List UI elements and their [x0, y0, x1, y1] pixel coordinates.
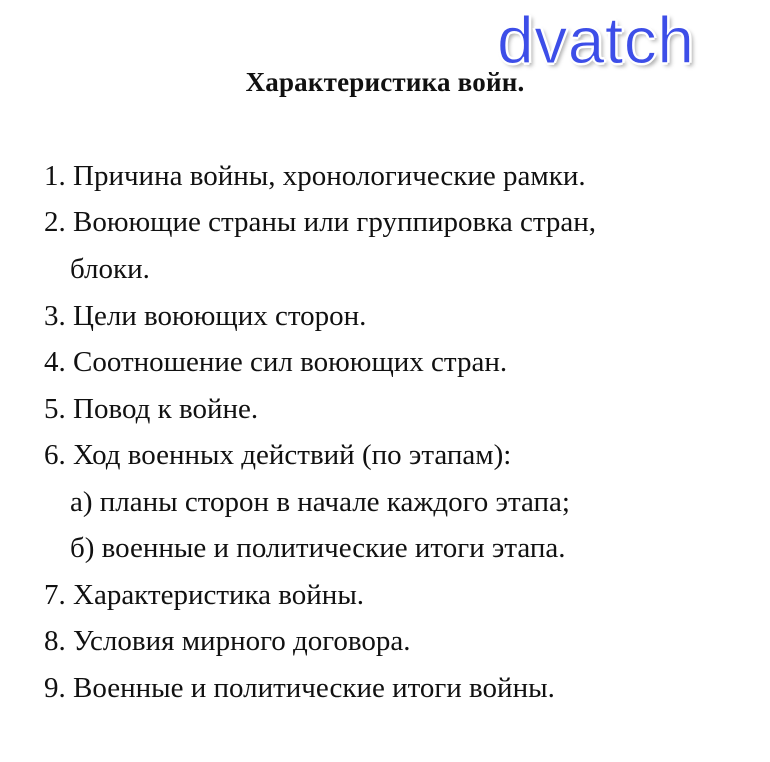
list-item-text: Воюющие страны или группировка стран, — [73, 206, 597, 238]
list-item-number: 9. — [44, 672, 66, 704]
list-item-text: Повод к войне. — [73, 393, 259, 425]
list-item-6 — [44, 437, 511, 473]
list-item-text: Ход военных действий (по этапам): — [73, 439, 512, 471]
list-item-number: 6. — [44, 439, 66, 471]
list-item-8 — [44, 623, 411, 659]
list-item-number: 7. — [44, 579, 66, 611]
list-item-5 — [44, 391, 258, 427]
list-item-number: 4. — [44, 346, 66, 378]
list-item-number: 1. — [44, 160, 66, 192]
list-item-text: Условия мирного договора. — [73, 625, 411, 657]
list-item-number: 3. — [44, 300, 66, 332]
list-item-2 — [44, 204, 596, 240]
list-item-text: Цели воюющих сторон. — [73, 300, 367, 332]
list-subitem-a: а) планы сторон в начале каждого этапа; — [70, 486, 570, 518]
document-title: Характеристика войн. — [245, 67, 525, 97]
list-item-number: 5. — [44, 393, 66, 425]
list-item-2-continuation: блоки. — [70, 253, 150, 285]
list-item-text: Характеристика войны. — [73, 579, 365, 611]
list-item-number: 8. — [44, 625, 66, 657]
list-item-4 — [44, 344, 507, 380]
list-subitem-b: б) военные и политические итоги этапа. — [70, 532, 566, 564]
list-item-1 — [44, 158, 586, 194]
watermark: dvatch — [497, 3, 695, 77]
list-item-text: Соотношение сил воюющих стран. — [73, 346, 508, 378]
list-item-number: 2. — [44, 206, 66, 238]
list-item-3 — [44, 298, 366, 334]
list-item-text: Причина войны, хронологические рамки. — [73, 160, 586, 192]
list-item-9 — [44, 670, 555, 706]
list-item-7 — [44, 577, 364, 613]
list-item-text: Военные и политические итоги войны. — [73, 672, 555, 704]
